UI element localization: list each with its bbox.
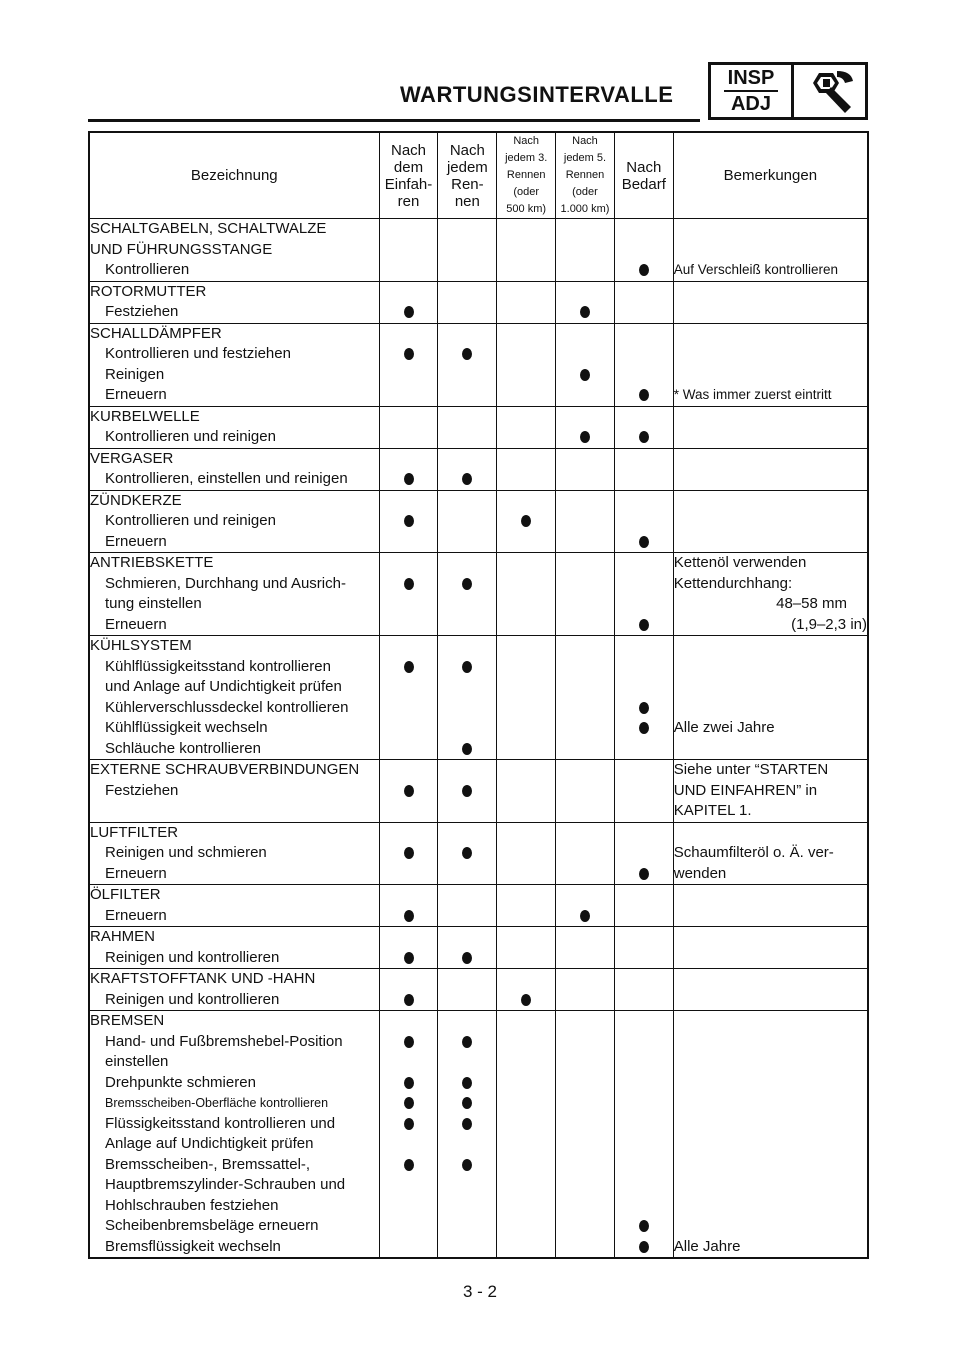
- bullet-mark: [462, 661, 472, 673]
- remark-text: 48–58 mm: [776, 595, 847, 612]
- remarks-cell: [673, 822, 868, 885]
- bullet-mark: [462, 1097, 472, 1109]
- table-row: [89, 219, 868, 282]
- interval-cell: [438, 760, 497, 823]
- group-title: SCHALLDÄMPFER: [90, 324, 222, 342]
- bullet-mark: [404, 1036, 414, 1048]
- item-description: [89, 448, 379, 490]
- interval-cell: [614, 969, 673, 1011]
- remark-text: wenden: [673, 864, 727, 882]
- task-label: Kühlerverschlussdeckel kontrollieren: [105, 698, 349, 716]
- interval-cell: [556, 490, 615, 553]
- interval-cell: [556, 406, 615, 448]
- table-row: [89, 406, 868, 448]
- interval-cell: [614, 822, 673, 885]
- interval-cell: [497, 822, 556, 885]
- bullet-mark: [639, 722, 649, 734]
- interval-cell: [556, 760, 615, 823]
- item-description: [89, 323, 379, 406]
- column-header-line: Nach: [626, 158, 662, 176]
- task-label: Erneuern: [105, 864, 167, 882]
- interval-cell: [614, 885, 673, 927]
- remark-text: UND EINFAHREN” in: [673, 781, 818, 799]
- interval-cell: [556, 1011, 615, 1259]
- column-header: [673, 132, 868, 219]
- task-label: Hauptbremszylinder-Schrauben und: [105, 1176, 346, 1193]
- item-description: [89, 1011, 379, 1259]
- remark-text: Kettenöl verwenden: [673, 554, 807, 571]
- column-header-line: jedem 3.: [505, 152, 548, 164]
- task-label: Kühlflüssigkeit wechseln: [105, 719, 268, 736]
- task-label: Festziehen: [105, 781, 179, 799]
- remarks-cell: [673, 448, 868, 490]
- interval-cell: [438, 636, 497, 760]
- item-description: [89, 760, 379, 823]
- interval-cell: [556, 553, 615, 636]
- column-header-line: Bezeichnung: [190, 167, 278, 184]
- bullet-mark: [521, 994, 531, 1006]
- group-title: KÜHLSYSTEM: [90, 637, 192, 654]
- group-title: VERGASER: [90, 449, 174, 467]
- task-label: Bremsflüssigkeit wechseln: [105, 1237, 281, 1255]
- column-header-line: Bedarf: [621, 175, 666, 193]
- item-description: [89, 553, 379, 636]
- column-header: [497, 132, 556, 219]
- item-description: [89, 885, 379, 927]
- remarks-cell: [673, 323, 868, 406]
- interval-cell: [556, 969, 615, 1011]
- interval-cell: [379, 1011, 438, 1259]
- task-label: Erneuern: [105, 386, 167, 403]
- remark-text: [674, 823, 867, 844]
- task-label: Flüssigkeitsstand kontrollieren und: [105, 1114, 336, 1132]
- interval-cell: [556, 822, 615, 885]
- interval-cell: [556, 927, 615, 969]
- group-title: LUFTFILTER: [90, 823, 179, 841]
- page-title: WARTUNGSINTERVALLE: [400, 82, 674, 107]
- interval-cell: [379, 822, 438, 885]
- task-label: Bremsscheiben-, Bremssattel-,: [105, 1155, 311, 1173]
- bullet-mark: [639, 1241, 649, 1253]
- column-header-line: Nach: [513, 135, 540, 147]
- table-row: [89, 885, 868, 927]
- interval-cell: [614, 406, 673, 448]
- task-label: Erneuern: [105, 532, 167, 550]
- bullet-mark: [404, 1077, 414, 1089]
- interval-cell: [497, 323, 556, 406]
- interval-cell: [379, 281, 438, 323]
- interval-cell: [614, 760, 673, 823]
- badge-text: [711, 65, 794, 117]
- task-label: Reinigen und schmieren: [105, 844, 267, 861]
- maintenance-schedule-table: [88, 131, 869, 1259]
- interval-cell: [556, 636, 615, 760]
- bullet-mark: [639, 868, 649, 880]
- interval-cell: [497, 1011, 556, 1259]
- remarks-cell: [673, 1011, 868, 1259]
- column-header-line: jedem: [446, 158, 488, 176]
- task-label: Schmieren, Durchhang und Ausrich-: [105, 574, 346, 592]
- group-title: ZÜNDKERZE: [90, 491, 182, 509]
- task-label: Kühlflüssigkeitsstand kontrollieren: [105, 657, 331, 675]
- column-header-line: ren: [397, 192, 420, 210]
- interval-cell: [438, 1011, 497, 1259]
- column-header-line: (oder: [572, 186, 598, 198]
- interval-cell: [497, 760, 556, 823]
- column-header-line: Rennen: [565, 169, 605, 181]
- group-title: RAHMEN: [90, 928, 156, 945]
- interval-cell: [556, 281, 615, 323]
- bullet-mark: [580, 910, 590, 922]
- remark-text: * Was immer zuerst eintritt: [673, 387, 832, 402]
- bullet-mark: [639, 702, 649, 714]
- column-header: [379, 132, 438, 219]
- table-header-row: [89, 132, 868, 219]
- table-row: [89, 636, 868, 760]
- bullet-mark: [404, 994, 414, 1006]
- bullet-mark: [462, 847, 472, 859]
- interval-cell: [497, 553, 556, 636]
- bullet-mark: [404, 578, 414, 590]
- bullet-mark: [462, 1077, 472, 1089]
- interval-cell: [614, 448, 673, 490]
- item-description: [89, 281, 379, 323]
- remarks-cell: [673, 927, 868, 969]
- bullet-mark: [580, 431, 590, 443]
- column-header-line: jedem 5.: [563, 152, 607, 164]
- task-label: Kontrollieren und reinigen: [105, 428, 276, 445]
- table-row: [89, 1011, 868, 1259]
- group-title: EXTERNE SCHRAUBVERBINDUNGEN: [90, 761, 360, 778]
- interval-cell: [614, 323, 673, 406]
- interval-cell: [497, 885, 556, 927]
- table-row: [89, 927, 868, 969]
- interval-cell: [614, 927, 673, 969]
- table-row: [89, 822, 868, 885]
- bullet-mark: [639, 264, 649, 276]
- table-row: [89, 760, 868, 823]
- interval-cell: [556, 448, 615, 490]
- task-label: Hand- und Fußbremshebel-Position: [105, 1032, 343, 1050]
- bullet-mark: [404, 1097, 414, 1109]
- task-label: Reinigen und kontrollieren: [105, 948, 280, 966]
- item-description: [89, 406, 379, 448]
- interval-cell: [438, 281, 497, 323]
- table-row: [89, 490, 868, 553]
- remark-text: Kettendurchhang:: [673, 574, 793, 592]
- task-label: Festziehen: [105, 303, 179, 320]
- bullet-mark: [580, 306, 590, 318]
- bullet-mark: [404, 785, 414, 797]
- group-title: KURBELWELLE: [90, 407, 200, 425]
- bullet-mark: [404, 1159, 414, 1171]
- interval-cell: [497, 219, 556, 282]
- item-description: [89, 969, 379, 1011]
- interval-cell: [497, 969, 556, 1011]
- group-title: BREMSEN: [90, 1012, 165, 1029]
- interval-cell: [556, 885, 615, 927]
- task-label: Kontrollieren, einstellen und reinigen: [105, 470, 348, 487]
- remarks-cell: [673, 219, 868, 282]
- column-header-line: Bemerkungen: [723, 167, 818, 184]
- bullet-mark: [404, 952, 414, 964]
- bullet-mark: [404, 1118, 414, 1130]
- bullet-mark: [462, 348, 472, 360]
- column-header-line: Nach: [449, 141, 485, 159]
- interval-cell: [614, 490, 673, 553]
- interval-cell: [497, 448, 556, 490]
- interval-cell: [438, 490, 497, 553]
- bullet-mark: [404, 515, 414, 527]
- wrench-icon: [794, 65, 865, 117]
- group-title: ROTORMUTTER: [90, 282, 207, 300]
- group-title: SCHALTGABELN, SCHALTWALZE: [90, 220, 327, 237]
- page-number: 3 - 2: [462, 1282, 498, 1301]
- item-description: [89, 822, 379, 885]
- interval-cell: [438, 927, 497, 969]
- table-row: [89, 448, 868, 490]
- task-label: Erneuern: [105, 615, 167, 633]
- interval-cell: [556, 219, 615, 282]
- interval-cell: [497, 490, 556, 553]
- interval-cell: [379, 448, 438, 490]
- bullet-mark: [404, 348, 414, 360]
- item-description: [89, 927, 379, 969]
- interval-cell: [379, 323, 438, 406]
- interval-cell: [379, 406, 438, 448]
- interval-cell: [614, 553, 673, 636]
- remarks-cell: [673, 281, 868, 323]
- task-label: Reinigen: [105, 365, 165, 383]
- remark-text: Auf Verschleiß kontrollieren: [673, 262, 839, 277]
- interval-cell: [438, 969, 497, 1011]
- group-title: KRAFTSTOFFTANK UND -HAHN: [90, 970, 316, 987]
- column-header-line: Ren-: [451, 175, 484, 193]
- remarks-cell: [673, 553, 868, 636]
- column-header-line: Nach: [390, 141, 427, 159]
- badge-adj-label: ADJ: [730, 93, 771, 115]
- task-label: Anlage auf Undichtigkeit prüfen: [105, 1135, 314, 1152]
- bullet-mark: [462, 1159, 472, 1171]
- interval-cell: [438, 219, 497, 282]
- bullet-mark: [462, 1118, 472, 1130]
- task-label: Kontrollieren und festziehen: [105, 345, 291, 362]
- bullet-mark: [462, 578, 472, 590]
- table-row: [89, 969, 868, 1011]
- column-header-line: (oder: [513, 186, 540, 198]
- task-label: Hohlschrauben festziehen: [105, 1196, 279, 1214]
- task-label: Kontrollieren und reinigen: [105, 512, 276, 529]
- interval-cell: [379, 490, 438, 553]
- bullet-mark: [462, 952, 472, 964]
- remarks-cell: [673, 760, 868, 823]
- column-header-line: Einfah-: [384, 175, 433, 193]
- interval-cell: [438, 406, 497, 448]
- task-label: Kontrollieren: [105, 261, 190, 278]
- column-header: [89, 132, 379, 219]
- interval-cell: [497, 927, 556, 969]
- column-header-line: Nach: [572, 135, 598, 147]
- interval-cell: [438, 323, 497, 406]
- remark-text: Alle Jahre: [673, 1237, 741, 1255]
- bullet-mark: [404, 306, 414, 318]
- interval-cell: [497, 406, 556, 448]
- interval-cell: [379, 636, 438, 760]
- interval-cell: [497, 281, 556, 323]
- interval-cell: [379, 219, 438, 282]
- bullet-mark: [404, 473, 414, 485]
- bullet-mark: [462, 743, 472, 755]
- bullet-mark: [462, 785, 472, 797]
- insp-adj-badge: [708, 62, 868, 120]
- bullet-mark: [462, 1036, 472, 1048]
- column-header-line: nen: [454, 192, 480, 210]
- remarks-cell: [673, 406, 868, 448]
- table-row: [89, 323, 868, 406]
- remark-text: KAPITEL 1.: [673, 802, 752, 819]
- column-header: [438, 132, 497, 219]
- task-label: Drehpunkte schmieren: [105, 1073, 256, 1091]
- column-header: [556, 132, 615, 219]
- interval-cell: [379, 885, 438, 927]
- task-label: Scheibenbremsbeläge erneuern: [105, 1217, 319, 1234]
- remark-text: Schaumfilteröl o. Ä. ver-: [673, 844, 834, 861]
- interval-cell: [614, 1011, 673, 1259]
- group-title: UND FÜHRUNGSSTANGE: [90, 240, 273, 258]
- bullet-mark: [639, 619, 649, 631]
- item-description: [89, 636, 379, 760]
- bullet-mark: [404, 661, 414, 673]
- interval-cell: [379, 760, 438, 823]
- task-label: tung einstellen: [105, 595, 202, 612]
- header-rule: [88, 119, 700, 122]
- bullet-mark: [462, 473, 472, 485]
- remarks-cell: [673, 885, 868, 927]
- task-label: und Anlage auf Undichtigkeit prüfen: [105, 678, 342, 695]
- item-description: [89, 490, 379, 553]
- interval-cell: [614, 636, 673, 760]
- bullet-mark: [404, 910, 414, 922]
- column-header-line: 1.000 km): [560, 203, 610, 215]
- item-description: [89, 219, 379, 282]
- bullet-mark: [521, 515, 531, 527]
- task-label: Bremsscheiben-Oberfläche kontrollieren: [105, 1096, 329, 1110]
- interval-cell: [497, 636, 556, 760]
- interval-cell: [438, 885, 497, 927]
- group-title: ÖLFILTER: [90, 886, 161, 903]
- remark-text: Siehe unter “STARTEN: [673, 761, 829, 778]
- badge-insp-label: INSP: [724, 68, 779, 92]
- column-header-line: dem: [393, 158, 424, 176]
- interval-cell: [438, 448, 497, 490]
- table-row: [89, 553, 868, 636]
- interval-cell: [438, 553, 497, 636]
- interval-cell: [614, 219, 673, 282]
- column-header-line: 500 km): [506, 203, 547, 215]
- column-header-line: Rennen: [506, 169, 546, 181]
- bullet-mark: [639, 536, 649, 548]
- interval-cell: [556, 323, 615, 406]
- task-label: einstellen: [105, 1053, 169, 1070]
- group-title: ANTRIEBSKETTE: [90, 554, 214, 571]
- task-label: Erneuern: [105, 906, 167, 924]
- task-label: Schläuche kontrollieren: [105, 739, 261, 757]
- bullet-mark: [404, 847, 414, 859]
- bullet-mark: [639, 431, 649, 443]
- interval-cell: [379, 553, 438, 636]
- remark-text: Alle zwei Jahre: [673, 719, 775, 736]
- bullet-mark: [580, 369, 590, 381]
- interval-cell: [614, 281, 673, 323]
- remark-text: (1,9–2,3 in): [791, 615, 867, 633]
- interval-cell: [379, 969, 438, 1011]
- bullet-mark: [639, 389, 649, 401]
- table-row: [89, 281, 868, 323]
- task-label: Reinigen und kontrollieren: [105, 990, 280, 1008]
- interval-cell: [379, 927, 438, 969]
- column-header: [614, 132, 673, 219]
- remarks-cell: [673, 490, 868, 553]
- bullet-mark: [639, 1220, 649, 1232]
- interval-cell: [438, 822, 497, 885]
- remarks-cell: [673, 969, 868, 1011]
- remarks-cell: [673, 636, 868, 760]
